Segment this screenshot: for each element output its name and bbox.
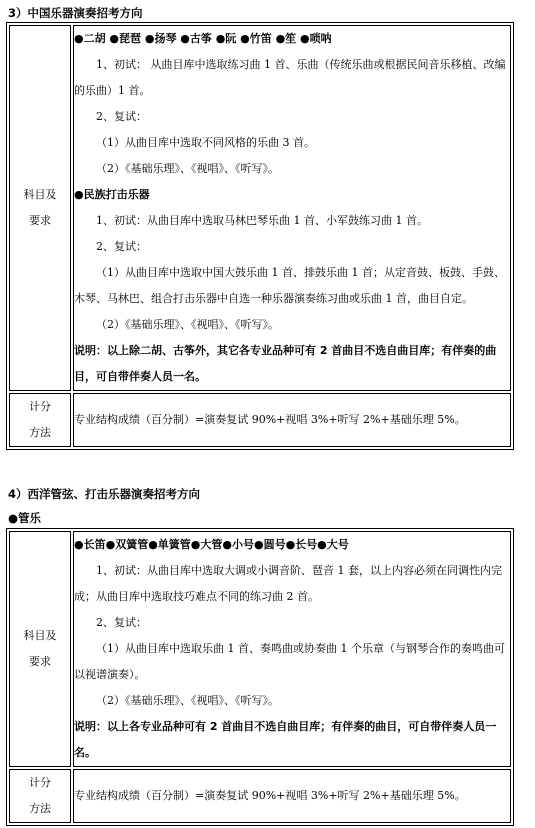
wind-instruments-table bbox=[6, 528, 514, 826]
score-formula: 专业结构成绩（百分制）=演奏复试 90%+视唱 3%+听写 2%+基础乐理 5%。 bbox=[74, 789, 466, 802]
score-method-cell bbox=[73, 769, 511, 823]
instrument-group-title: ●民族打击乐器 bbox=[74, 188, 150, 201]
subject-requirements-cell bbox=[73, 25, 511, 391]
requirement-line: 1、初试：从曲目库中选取大调或小调音阶、琶音 1 套，以上内容必须在同调性内完成；从曲目库中选取技巧难点不同的练习曲 2 首。 bbox=[74, 564, 502, 603]
score-label-cell bbox=[9, 769, 71, 823]
requirement-line: （2）《基础乐理》、《视唱》、《听写》。 bbox=[96, 318, 279, 331]
requirement-line: （2）《基础乐理》、《视唱》、《听写》。 bbox=[96, 694, 279, 707]
instrument-group-title: ●长笛●双簧管●单簧管●大管●小号●圆号●长号●大号 bbox=[74, 538, 349, 551]
score-method-cell bbox=[73, 393, 511, 447]
subject-label-line1: 科目及 bbox=[23, 188, 57, 201]
requirement-line: 2、复试： bbox=[96, 110, 147, 123]
section-4-heading: 4）西洋管弦、打击乐器演奏招考方向 bbox=[8, 487, 200, 501]
score-formula: 专业结构成绩（百分制）=演奏复试 90%+视唱 3%+听写 2%+基础乐理 5%。 bbox=[74, 413, 466, 426]
score-label-line2: 方法 bbox=[29, 426, 51, 439]
requirement-line: （1）从曲目库中选取中国大鼓乐曲 1 首、排鼓乐曲 1 首；从定音鼓、板鼓、手鼓、木琴、马林巴、组合打击乐器中自选一种乐器演奏练习曲或乐曲 1 首，曲目自定。 bbox=[74, 266, 505, 305]
requirement-line: （1）从曲目库中选取不同风格的乐曲 3 首。 bbox=[96, 136, 315, 149]
subject-label-line1: 科目及 bbox=[23, 629, 57, 642]
note-text: 说明：以上除二胡、古筝外，其它各专业品种可有 2 首曲目不选自曲目库；有伴奏的曲目，可自带伴奏人员一名。 bbox=[74, 344, 497, 383]
score-label-line2: 方法 bbox=[29, 802, 51, 815]
note-text: 说明：以上各专业品种可有 2 首曲目不选自曲目库；有伴奏的曲目，可自带伴奏人员一名。 bbox=[74, 720, 497, 759]
score-label-cell bbox=[9, 393, 71, 447]
subject-label-cell bbox=[9, 531, 71, 767]
requirement-line: （1）从曲目库中选取乐曲 1 首、奏鸣曲或协奏曲 1 个乐章（与钢琴合作的奏鸣曲可以视谱演奏）。 bbox=[74, 642, 505, 681]
score-label-line1: 计分 bbox=[29, 400, 51, 413]
wind-subheading: ●管乐 bbox=[8, 511, 42, 525]
score-label-line1: 计分 bbox=[29, 776, 51, 789]
subject-requirements-cell bbox=[73, 531, 511, 767]
section-3-heading: 3）中国乐器演奏招考方向 bbox=[8, 6, 143, 20]
requirement-line: 1、初试： 从曲目库中选取练习曲 1 首、乐曲（传统乐曲或根据民间音乐移植、改编的乐曲）1 首。 bbox=[74, 58, 506, 97]
chinese-instruments-table bbox=[6, 22, 514, 450]
instrument-group-title: ●二胡 ●琵琶 ●扬琴 ●古筝 ●阮 ●竹笛 ●笙 ●唢呐 bbox=[74, 32, 332, 45]
requirement-line: 1、初试：从曲目库中选取马林巴琴乐曲 1 首、小军鼓练习曲 1 首。 bbox=[96, 214, 428, 227]
requirement-line: 2、复试： bbox=[96, 240, 147, 253]
requirement-line: 2、复试： bbox=[96, 616, 147, 629]
requirement-line: （2）《基础乐理》、《视唱》、《听写》。 bbox=[96, 162, 279, 175]
subject-label-line2: 要求 bbox=[29, 214, 51, 227]
subject-label-cell bbox=[9, 25, 71, 391]
subject-label-line2: 要求 bbox=[29, 655, 51, 668]
